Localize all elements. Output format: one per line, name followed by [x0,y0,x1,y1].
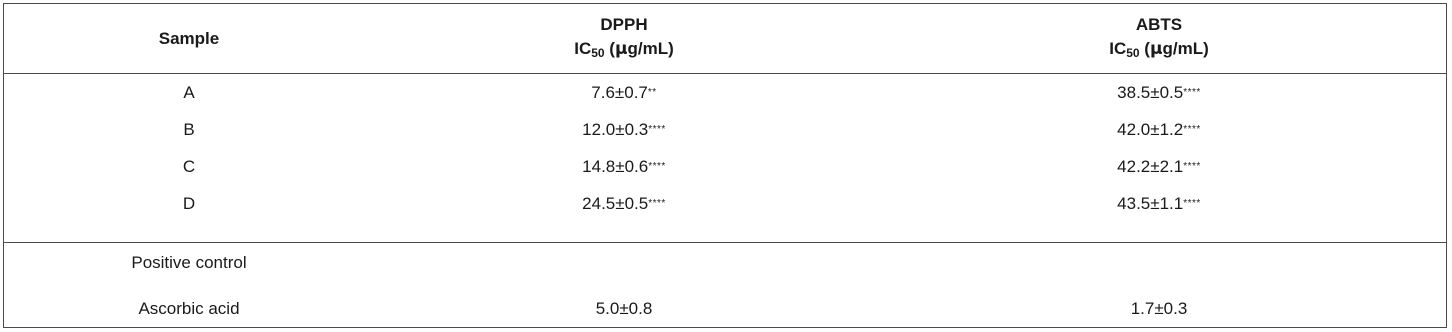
table-row [4,148,1446,185]
header-dpph-name: DPPH [600,14,648,34]
cell-abts: 42.2±2.1 **** [1117,156,1201,176]
cell-abts: 38.5±0.5 **** [1117,82,1201,102]
table-row [4,289,1446,329]
cell-sample: B [183,119,195,139]
significance-mark: ** [647,87,657,98]
results-table [3,3,1447,328]
header-dpph-ic50: $IC_{50}$ (μg/mL) [574,38,674,60]
header-dpph [374,4,874,73]
cell-dpph: 5.0±0.8 [595,299,653,318]
cell-abts: 42.0±1.2 **** [1117,119,1201,139]
table-row [4,111,1446,148]
cell-dpph: 14.8±0.6 **** [582,156,666,176]
cell-sample: A [183,82,195,102]
header-abts [874,4,1444,73]
cell-sample: C [182,156,196,176]
significance-mark: **** [1183,198,1201,209]
header-abts-ic50: $IC_{50}$ (μg/mL) [1109,38,1209,60]
cell-sample: D [182,193,196,213]
cell-dpph: 24.5±0.5 **** [582,193,666,213]
significance-mark: **** [1183,161,1201,172]
significance-mark: **** [648,124,666,135]
significance-mark: **** [648,161,666,172]
header-abts-name: ABTS [1135,14,1183,34]
cell-abts: 1.7±0.3 [1130,299,1188,318]
header-sample-label: Sample [158,28,220,48]
table-row [4,74,1446,111]
table-divider [4,242,1446,243]
header-sample [4,4,374,73]
table-header-row [4,4,1446,74]
significance-mark: **** [648,198,666,209]
cell-abts: 43.5±1.1 **** [1117,193,1201,213]
table-row [4,185,1446,222]
positive-control-row [4,245,1446,281]
cell-dpph: 12.0±0.3 **** [582,119,666,139]
significance-mark: **** [1183,87,1201,98]
significance-mark: **** [1183,124,1201,135]
cell-sample: Ascorbic acid [138,299,240,318]
positive-control-label: Positive control [131,253,247,272]
cell-dpph: 7.6±0.7 ** [591,82,657,102]
